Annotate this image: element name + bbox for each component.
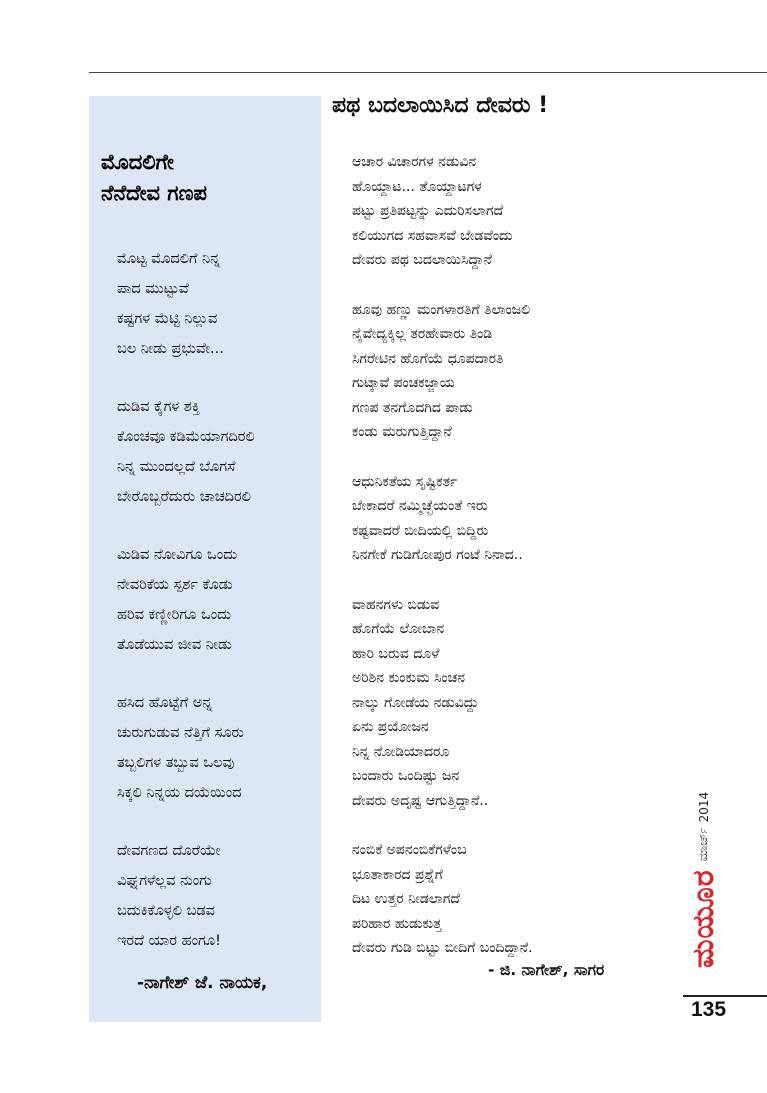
poem-line: ಮೊಟ್ಟ ಮೊದಲಿಗೆ ನಿನ್ನ [117,251,221,267]
left-poem-title-line2: ನೆನೆದೇವ ಗಣಪ [101,181,207,205]
issue-month: ಮಾರ್ಚ್ [696,827,710,862]
poem-line: ಹಾರಿ ಬರುವ ದೂಳೆ [352,645,440,662]
poem-line: ತೊಡೆಯುವ ಜೀವ ನೀಡು [117,637,232,653]
poem-line: ದೇವರು ಅದೃಷ್ಟ ಆಗುತ್ತಿದ್ದಾನೆ.. [352,792,489,809]
poem-line: ಕಷ್ಟಗಳ ಮೆಟ್ಟಿ ನಿಲ್ಲುವ [117,311,218,327]
poem-line: ಏನು ಪ್ರಯೋಜನ [352,719,429,735]
poem-line: ಆಧುನಿಕತೆಯ ಸೃಷ್ಟಿಕರ್ತ [352,473,458,490]
poem-line: ಕಲಿಯುಗದ ಸಹವಾಸವೆ ಬೇಡವೆಂದು [352,227,513,244]
poem-line: ಕಷ್ಟವಾದರೆ ಬೀದಿಯಲ್ಲಿ ಬಿದ್ದಿರು [352,522,489,539]
right-stanza-2 [352,298,662,445]
right-poem-author: - ಜಿ. ನಾಗೇಶ್, ಸಾಗರ [488,961,605,979]
left-stanza-5 [117,836,317,956]
poem-line: ಹರಿವ ಕಣ್ಣೀರಿಗೂ ಒಂದು [117,607,232,623]
poem-line: ಗಣಪ ತನಗೊದಗಿದ ಪಾಡು [352,399,473,416]
poem-line: ಹೊಗೆಯೆ ಲೋಬಾನ [352,621,445,637]
poem-line: ಬಲ ನೀಡು ಪ್ರಭುವೇ... [117,341,224,357]
poem-line: ನಿನ್ನ ನೋಡಿಯಾದರೂ [352,743,450,760]
poem-line: ಚುರುಗುಡುವ ನೆತ್ತಿಗೆ ಸೂರು [117,725,244,741]
poem-line: ನಾಲ್ಕು ಗೋಡೆಯ ನಡುವಿದ್ದು [352,694,479,711]
top-rule [89,72,767,73]
left-stanza-2 [117,392,317,512]
poem-line: ಹಸಿದ ಹೊಟ್ಟೆಗೆ ಅನ್ನ [117,695,213,711]
poem-line: ಪರಿಹಾರ ಹುಡುಕುತ್ತ [352,915,442,932]
right-poem-title: ಪಥ ಬದಲಾಯಿಸಿದ ದೇವರು ! [332,93,549,118]
poem-line: ನೇವರಿಕೆಯ ಸ್ಪರ್ಶ ಕೊಡು [117,577,233,593]
right-stanza-1 [352,150,662,273]
poem-line: ದೇವಗಣದ ದೊರೆಯೇ [117,843,221,859]
poem-line: ಪಾದ ಮುಟ್ಟುವೆ [117,281,189,297]
poem-line: ಬೇರೊಬ್ಬರೆದುರು ಚಾಚದಿರಲಿ [117,489,251,505]
poem-line: ಬಂದಾರು ಒಂದಿಷ್ಟು ಜನ [352,768,460,784]
poem-line: ಬದುಕಿಕೊಳ್ಳಲಿ ಬಡವ [117,903,215,919]
poem-line: ಮಿಡಿವ ನೋವಿಗೂ ಒಂದು [117,547,238,563]
left-stanza-4 [117,688,317,808]
poem-line: ಸಿಕ್ಕಲಿ ನಿನ್ನಯ ದಯೆಯಿಂದ [117,785,242,801]
poem-line: ಪಟ್ಟು ಪ್ರತಿಪಟ್ಟನ್ನು ಎದುರಿಸಲಾಗದೆ [352,203,504,219]
poem-line: ದುಡಿವ ಕೈಗಳ ಶಕ್ತಿ [117,399,200,415]
poem-line: ವಿಘ್ನಗಳೆಲ್ಲವ ನುಂಗು [117,873,212,889]
page-number: 135 [691,998,727,1021]
left-stanza-1 [117,244,317,364]
poem-line: ದೇವರು ಪಥ ಬದಲಾಯಿಸಿದ್ದಾನೆ [352,252,493,268]
poem-line: ಕೊಂಚವೂ ಕಡಿಮೆಯಾಗದಿರಲಿ [117,429,255,445]
poem-line: ಹೂವು ಹಣ್ಣು ಮಂಗಳಾರತಿಗೆ ತಿಲಾಂಜಲಿ [352,301,531,318]
poem-line: ಹೊಯ್ದಾಟ... ತೊಯ್ದಾಟಗಳ [352,178,482,195]
poem-line: ಭೂತಾಕಾರದ ಪ್ರಶ್ನೆಗೆ [352,866,443,883]
left-poem-body [117,244,317,984]
magazine-side-label [686,792,721,968]
poem-line: ದೇವರು ಗುಡಿ ಬಿಟ್ಟು ಬೀದಿಗೆ ಬಂದಿದ್ದಾನೆ. [352,940,533,956]
left-poem-title-line1: ಮೊದಲಿಗೇ [101,150,174,174]
poem-line: ದಿಟ ಉತ್ತರ ನೀಡಲಾಗದೆ [352,891,460,907]
right-stanza-4 [352,593,662,814]
poem-line: ನೈವೇದ್ಯಕ್ಕಿಲ್ಲ ತರಹೇವಾರು ತಿಂಡಿ [352,326,493,342]
poem-line: ನಿನಗೇಕೆ ಗುಡಿಗೋಪುರ ಗಂಟೆ ನಿನಾದ.. [352,547,523,563]
right-poem-body [352,150,662,986]
poem-line: ನಿನ್ನ ಮುಂದಲ್ಲದೆ ಬೊಗಸೆ [117,459,236,475]
issue-year: 2014 [696,791,711,823]
poem-line: ಇರದೆ ಯಾರ ಹಂಗೂ! [117,933,221,949]
magazine-logo: ಮಯೂರ [686,869,721,968]
left-stanza-3 [117,540,317,660]
poem-line: ವಾಹನಗಳು ಬಿಡುವ [352,596,440,613]
poem-line: ಸಿಗರೇಟಿನ ಹೊಗೆಯೆ ಧೂಪದಾರತಿ [352,350,504,367]
poem-line: ಕಂಡು ಮರುಗುತ್ತಿದ್ದಾನೆ [352,424,452,440]
poem-line: ಆಚಾರ ವಿಚಾರಗಳ ನಡುವಿನ [352,154,477,170]
poem-line: ತಬ್ಬಲಿಗಳ ತಬ್ಬುವ ಒಲವು [117,755,235,771]
poem-line: ನಂಬಿಕೆ ಅಪನಂಬಿಕೆಗಳೆಂಬ [352,842,467,858]
right-stanza-5 [352,838,662,961]
page-number-rule [683,995,767,997]
poem-line: ಗುಟ್ಕಾವೆ ಪಂಚಕಜ್ಜಾಯ [352,375,455,391]
right-stanza-3 [352,470,662,568]
poem-line: ಬೇಕಾದರೆ ನಮ್ಮಿಚ್ಛೆಯಂತೆ ಇರು [352,498,488,514]
poem-line: ಅರಿಶಿನ ಕುಂಕುಮ ಸಿಂಚನ [352,670,465,686]
left-poem-author: -ನಾಗೇಶ್ ಜೆ. ನಾಯಕ, [137,973,268,993]
